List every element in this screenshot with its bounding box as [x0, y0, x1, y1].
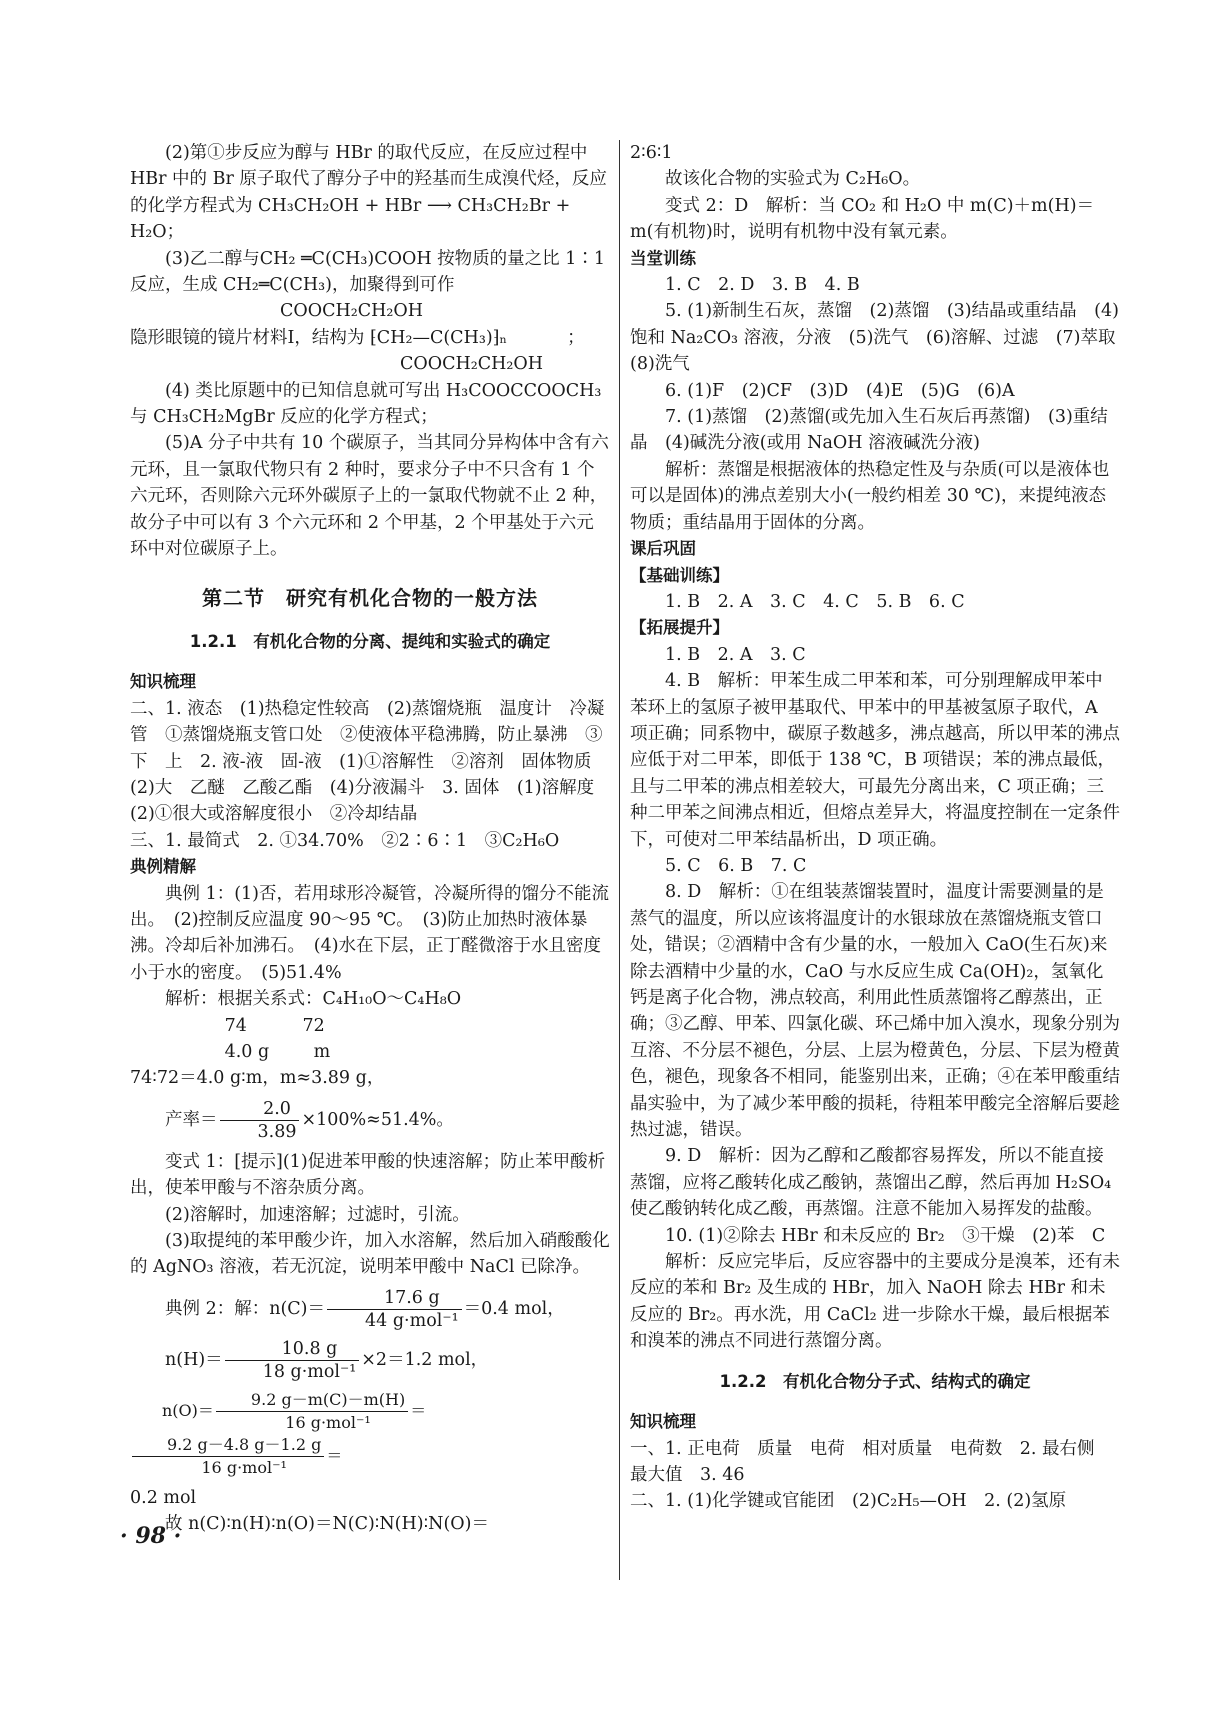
- text: ＝: [410, 1400, 427, 1420]
- fraction: [327, 1287, 462, 1332]
- paragraph: 7. (1)蒸馏 (2)蒸馏(或先加入生石灰后再蒸馏) (3)重结晶 (4)碱洗分液(或用 NaOH 溶液碱洗分液): [630, 407, 1108, 454]
- paragraph: 9. D 解析：因为乙醇和乙酸都容易挥发，所以不能直接蒸馏，应将乙酸转化成乙酸钠，蒸馏出乙醇，然后再加 H₂SO₄ 使乙酸钠转化成乙酸，再蒸馏。注意不能加入易挥发的盐酸。: [630, 1146, 1112, 1220]
- left-column: [130, 140, 610, 1538]
- right-column: [630, 140, 1134, 1515]
- text: ＝: [326, 1445, 343, 1465]
- paragraph: 6. (1)F (2)CF (3)D (4)E (5)G (6)A: [665, 380, 1015, 401]
- numerator: 10.8 g: [225, 1338, 360, 1361]
- paragraph: 4. B 解析：甲苯生成二甲苯和苯，可分别理解成甲苯中苯环上的氢原子被甲基取代、甲苯中的甲基被氢原子取代，A 项正确；同系物中，碳原子数越多，沸点越高，所以甲苯的沸点应低于对二甲苯，即低于 138 ℃，B 项错误；苯的沸点最低，且与二甲苯的沸点相差较大，可最先分离出来，C 项正确；三种二甲苯之间沸点相近，但熔点差异大，将温度控制在一定条件下，可使对二甲苯结晶析出，D 项正确。: [630, 671, 1120, 850]
- heading: 课后巩固: [630, 539, 696, 559]
- denominator: 3.89: [257, 1121, 297, 1142]
- heading: 【基础训练】: [630, 565, 729, 585]
- paragraph: [130, 246, 610, 299]
- paragraph: 10. (1)②除去 HBr 和未反应的 Br₂ ③干燥 (2)苯 C: [665, 1225, 1106, 1246]
- paragraph: 解析：反应完毕后，反应容器中的主要成分是溴苯，还有未反应的苯和 Br₂ 及生成的 HBr，加入 NaOH 除去 HBr 和未反应的 Br₂。再水洗，用 CaCl₂ 进一步除水干燥，最后根据苯和溴苯的沸点不同进行蒸馏分离。: [630, 1252, 1120, 1352]
- text: n(O)＝: [162, 1400, 214, 1420]
- page-number: · 98 ·: [120, 1523, 182, 1549]
- paragraph: 1. B 2. A 3. C: [665, 644, 806, 665]
- paragraph: 8. D 解析：①在组装蒸馏装置时，温度计需要测量的是蒸气的温度，所以应该将温度计的水银球放在蒸馏烧瓶支管口处，错误；②酒精中含有少量的水，一般加入 CaO(生石灰)来除去酒精中少量的水，CaO 与水反应生成 Ca(OH)₂，氢氧化钙是离子化合物，沸点较高，利用此性质蒸馏将乙醇蒸出，正确；③乙醇、甲苯、四氯化碳、环己烯中加入溴水，现象分别为互溶、不分层不褪色，分层、上层为橙黄色，分层、下层为橙黄色，褪色，现象各不相同，能鉴别出来，正确；④在苯甲酸重结晶实验中，为了减少苯甲酸的损耗，待粗苯甲酸完全溶解后要趁热过滤，错误。: [630, 882, 1120, 1141]
- text: 典例 2：解：n(C)＝: [165, 1298, 326, 1319]
- text: 产率＝: [165, 1109, 218, 1130]
- paragraph: 74∶72＝4.0 g∶m，m≈3.89 g，: [130, 1068, 385, 1089]
- text: ；: [567, 327, 585, 348]
- paragraph: (2)第①步反应为醇与 HBr 的取代反应，在反应过程中 HBr 中的 Br 原子取代了醇分子中的羟基而生成溴代烃，反应的化学方程式为 CH₃CH₂OH + HBr ⟶ CH₃CH₂Br + H₂O；: [130, 143, 607, 243]
- formula-branch: COOCH₂CH₂OH: [280, 301, 424, 322]
- paragraph: 故 n(C)∶n(H)∶n(O)＝N(C)∶N(H)∶N(O)＝: [165, 1514, 489, 1535]
- text: n(H)＝: [165, 1349, 223, 1370]
- heading: 知识梳理: [130, 672, 196, 692]
- paragraph: (2)溶解时，加速溶解；过滤时，引流。: [165, 1204, 470, 1225]
- paragraph: 5. C 6. B 7. C: [665, 855, 807, 876]
- text: ×100%≈51.4%。: [301, 1109, 454, 1130]
- subsection-title: 1.2.1 有机化合物的分离、提纯和实验式的确定: [189, 631, 551, 651]
- text: ＝0.4 mol，: [463, 1298, 565, 1319]
- equation: [130, 1338, 610, 1383]
- equation: [130, 1098, 610, 1143]
- text: (3)乙二醇与CH₂ ═C(CH₃)COOH 按物质的量之比 1∶1反应，生成 CH₂═C(CH₃): [130, 248, 606, 296]
- paragraph: [130, 325, 610, 351]
- denominator: 18 g·mol⁻¹: [262, 1361, 357, 1382]
- paragraph: 2∶6∶1: [630, 143, 673, 163]
- paragraph: 变式 1：[提示](1)促进苯甲酸的快速溶解；防止苯甲酸析出，使苯甲酸与不溶杂质分离。: [130, 1151, 606, 1199]
- text: 隐形眼镜的镜片材料Ⅰ，结构为 ⁅CH₂—C(CH₃)⁆ₙ: [130, 327, 508, 348]
- heading: 知识梳理: [630, 1412, 696, 1432]
- paragraph: 二、1. 液态 (1)热稳定性较高 (2)蒸馏烧瓶 温度计 冷凝管 ①蒸馏烧瓶支管口处 ②使液体平稳沸腾，防止暴沸 ③下 上 2. 液-液 固-液 (1)①溶解性 ②溶剂 固体物质 (2)大 乙醚 乙酸乙酯 (4)分液漏斗 3. 固体 (1)溶解度 (2)①很大或溶解度很小 ②冷却结晶: [130, 698, 612, 825]
- paragraph: 5. (1)新制生石灰，蒸馏 (2)蒸馏 (3)结晶或重结晶 (4)饱和 Na₂CO₃ 溶液，分液 (5)洗气 (6)溶解、过滤 (7)萃取 (8)洗气: [630, 301, 1134, 375]
- denominator: 16 g·mol⁻¹: [285, 1412, 371, 1432]
- text: ，加聚得到可作: [331, 275, 455, 296]
- paragraph: 74 72: [130, 1015, 325, 1036]
- column-divider: [619, 140, 620, 1580]
- heading: 典例精解: [130, 857, 196, 877]
- paragraph: (5)A 分子中共有 10 个碳原子，当其同分异构体中含有六元环，且一氯取代物只有 2 种时，要求分子中不只含有 1 个六元环，否则除六元环外碳原子上的一氯取代物就不止 2 种，故分子中可以有 3 个六元环和 2 个甲基，2 个甲基处于六元环中对位碳原子上。: [130, 433, 609, 560]
- numerator: 9.2 g－m(C)－m(H): [216, 1389, 408, 1412]
- equation: [130, 1389, 610, 1479]
- denominator: 16 g·mol⁻¹: [201, 1457, 287, 1477]
- paragraph: 典例 1：(1)否，若用球形冷凝管，冷凝所得的馏分不能流出。 (2)控制反应温度 90～95 ℃。 (3)防止加热时液体暴沸。冷却后补加沸石。 (4)水在下层，正丁醛微溶于水且密度小于水的密度。 (5)51.4%: [130, 883, 609, 983]
- subsection-title: 1.2.2 有机化合物分子式、结构式的确定: [719, 1371, 1031, 1391]
- paragraph: (4) 类比原题中的已知信息就可写出 H₃COOCCOOCH₃ 与 CH₃CH₂MgBr 反应的化学方程式；: [130, 380, 602, 428]
- heading: 【拓展提升】: [630, 618, 729, 638]
- denominator: 44 g·mol⁻¹: [365, 1310, 459, 1331]
- text: ×2＝1.2 mol，: [361, 1349, 489, 1370]
- fraction: [220, 1098, 300, 1143]
- numerator: 17.6 g: [327, 1287, 462, 1310]
- paragraph: 0.2 mol: [130, 1487, 197, 1508]
- heading: 当堂训练: [630, 248, 696, 268]
- fraction: [225, 1338, 360, 1383]
- fraction: [132, 1434, 324, 1479]
- equation: [130, 1287, 610, 1332]
- formula-branch: COOCH₂CH₂OH: [400, 354, 544, 375]
- paragraph: 解析：蒸馏是根据液体的热稳定性及与杂质(可以是液体也可以是固体)的沸点差别大小(一般约相差 30 ℃)，来提纯液态物质；重结晶用于固体的分离。: [630, 459, 1110, 533]
- section-title: 第二节 研究有机化合物的一般方法: [202, 585, 538, 610]
- paragraph: 二、1. (1)化学键或官能团 (2)C₂H₅—OH 2. (2)氢原: [630, 1491, 1067, 1512]
- numerator: 9.2 g－4.8 g－1.2 g: [132, 1434, 324, 1457]
- paragraph: 故该化合物的实验式为 C₂H₆O。: [665, 169, 921, 190]
- fraction: [216, 1389, 408, 1434]
- paragraph: 1. C 2. D 3. B 4. B: [665, 275, 860, 296]
- numerator: 2.0: [220, 1098, 300, 1121]
- paragraph: (3)取提纯的苯甲酸少许，加入水溶解，然后加入硝酸酸化的 AgNO₃ 溶液，若无沉淀，说明苯甲酸中 NaCl 已除净。: [130, 1231, 610, 1278]
- paragraph: 解析：根据关系式：C₄H₁₀O～C₄H₈O: [165, 989, 462, 1010]
- paragraph: 4.0 g m: [130, 1042, 331, 1062]
- paragraph: 1. B 2. A 3. C 4. C 5. B 6. C: [665, 591, 965, 612]
- paragraph: 一、1. 正电荷 质量 电荷 相对质量 电荷数 2. 最右侧 最大值 3. 46: [630, 1438, 1113, 1485]
- paragraph: 变式 2：D 解析：当 CO₂ 和 H₂O 中 m(C)＋m(H)＝m(有机物)时，说明有机物中没有氧元素。: [630, 195, 1095, 243]
- paragraph: 三、1. 最简式 2. ①34.70% ②2∶6∶1 ③C₂H₆O: [130, 830, 560, 851]
